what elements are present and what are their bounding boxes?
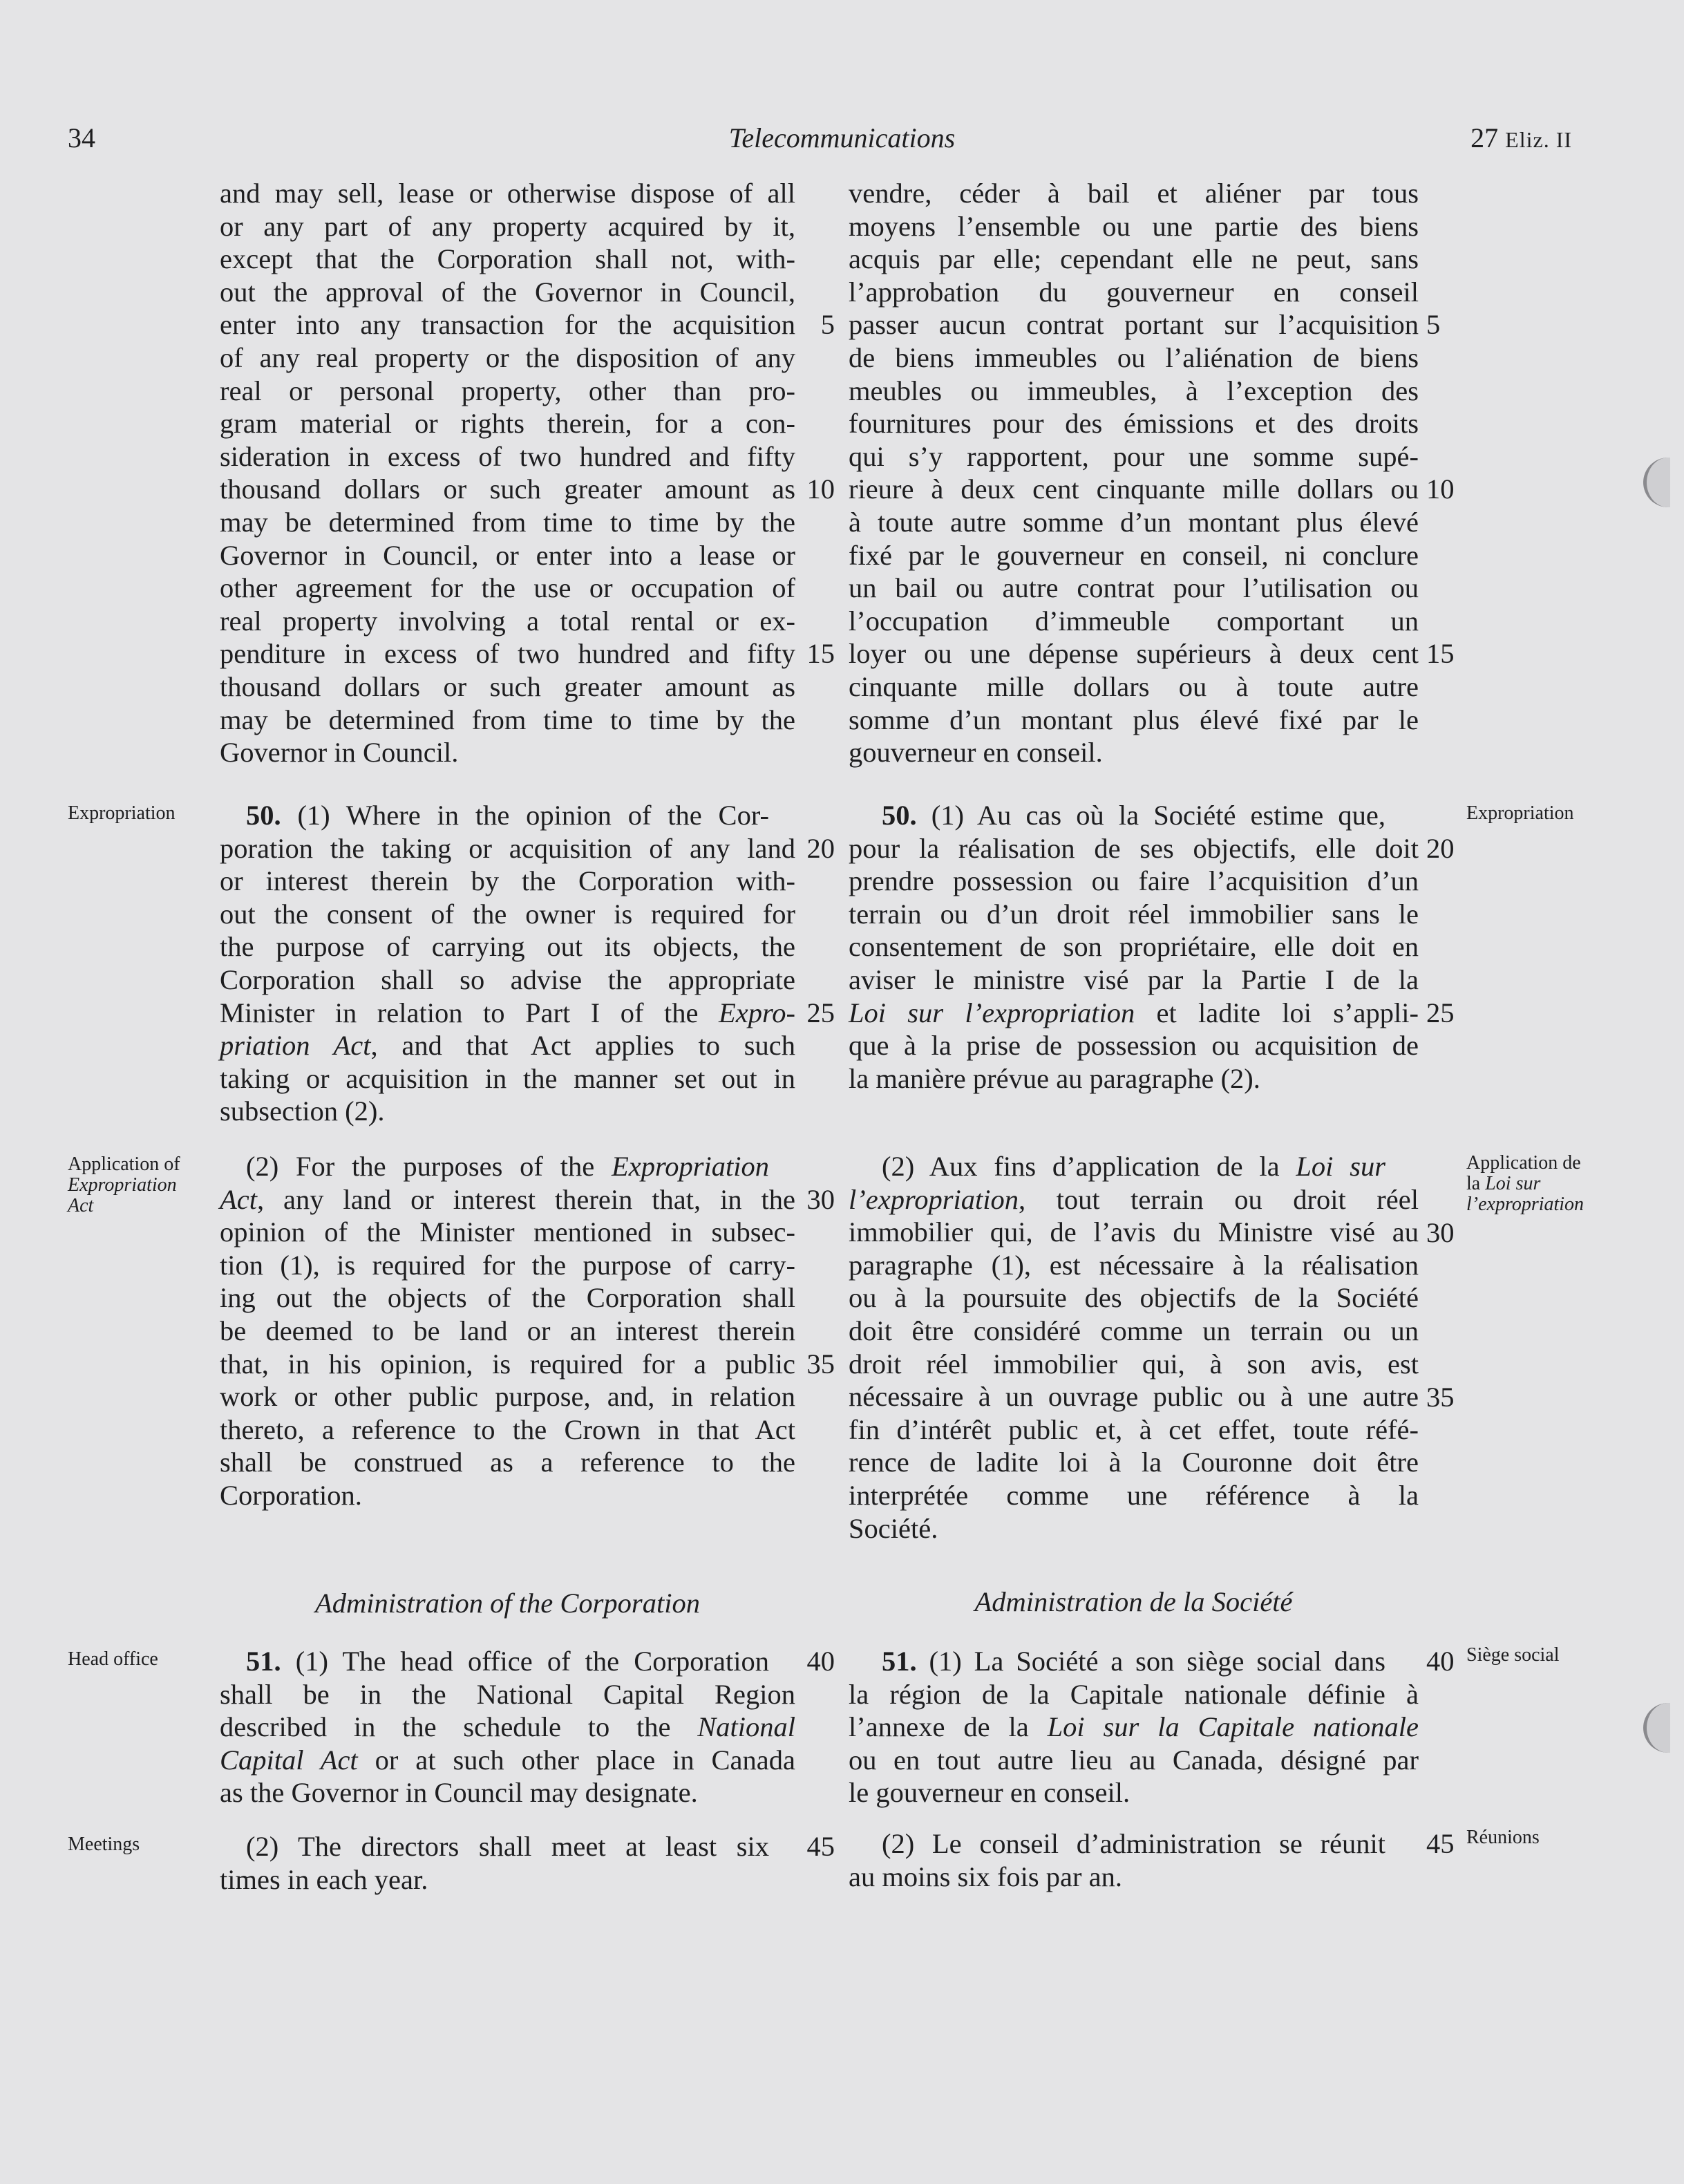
fr-line: ou à la poursuite des objectifs de la Société: [849, 1282, 1419, 1314]
fr-line: somme d’un montant plus élevé fixé par le: [849, 704, 1419, 735]
fr-line: interprétée comme une référence à la: [849, 1479, 1419, 1511]
english-continuation: [220, 177, 795, 769]
fr-line: paragraphe (1), est nécessaire à la réalisation: [849, 1249, 1419, 1281]
en-line: or interest therein by the Corporation with-: [220, 865, 795, 897]
en-line: the purpose of carrying out its objects, the: [220, 931, 795, 963]
en-line: may be determined from time to time by the: [220, 704, 795, 735]
en-line: (2) For the purposes of the Expropriation: [246, 1151, 769, 1182]
line-number: 10: [1426, 473, 1455, 505]
en-line: and may sell, lease or otherwise dispose of all: [220, 178, 795, 209]
margin-note-head-office-fr: Siège social: [1466, 1644, 1560, 1666]
fr-line: de biens immeubles ou l’aliénation de biens: [849, 341, 1419, 373]
en-line: 50. (1) Where in the opinion of the Cor-: [246, 800, 769, 831]
en-line: taking or acquisition in the manner set out in: [220, 1062, 795, 1094]
fr-line: Loi sur l’expropriation et ladite loi s’appli-: [849, 997, 1419, 1028]
fr-line: la manière prévue au paragraphe (2).: [849, 1062, 1260, 1094]
fr-line: immobilier qui, de l’avis du Ministre visé au: [849, 1216, 1419, 1248]
en-line: Corporation shall so advise the appropriate: [220, 963, 795, 995]
en-line: Capital Act or at such other place in Canada: [220, 1744, 795, 1776]
binder-hole-mark: [1643, 1703, 1670, 1753]
fr-line: passer aucun contrat portant sur l’acquisition: [849, 309, 1419, 341]
fr-line: prendre possession ou faire l’acquisition d’un: [849, 865, 1419, 897]
fr-line: (2) Aux fins d’application de la Loi sur: [882, 1151, 1385, 1182]
fr-line: l’occupation d’immeuble comportant un: [849, 605, 1419, 637]
en-line: may be determined from time to time by the: [220, 506, 795, 538]
section-number: 51.: [246, 1646, 281, 1677]
line-number: 20: [806, 833, 835, 864]
french-continuation: [849, 177, 1419, 769]
fr-line: Société.: [849, 1512, 938, 1544]
french-section-51-2: [849, 1827, 1385, 1893]
line-number: 35: [1426, 1382, 1455, 1413]
fr-line: nécessaire à un ouvrage public ou à une autre: [849, 1381, 1419, 1413]
line-number: 45: [806, 1831, 835, 1862]
english-section-51-1: [220, 1645, 795, 1809]
en-line: or any part of any property acquired by it,: [220, 210, 795, 242]
fr-line: vendre, céder à bail et aliéner par tous: [849, 178, 1419, 209]
en-line: priation Act, and that Act applies to such: [220, 1030, 795, 1062]
fr-line: le gouverneur en conseil.: [849, 1777, 1130, 1809]
fr-line: à toute autre somme d’un montant plus élevé: [849, 506, 1419, 538]
line-number: 25: [1426, 997, 1455, 1028]
regnal-year: [1470, 119, 1572, 159]
line-number: 10: [806, 473, 835, 505]
en-line: as the Governor in Council may designate.: [220, 1777, 698, 1809]
fr-line: 50. (1) Au cas où la Société estime que,: [882, 800, 1385, 831]
fr-line: cinquante mille dollars ou à toute autre: [849, 670, 1419, 702]
en-line: work or other public purpose, and, in relation: [220, 1381, 795, 1413]
margin-note-meetings: Meetings: [68, 1834, 140, 1855]
en-line: out the consent of the owner is required for: [220, 898, 795, 930]
en-line: shall be construed as a reference to the: [220, 1447, 795, 1478]
en-line: 51. (1) The head office of the Corporation: [246, 1646, 769, 1677]
fr-line: rence de ladite loi à la Couronne doit être: [849, 1447, 1419, 1478]
binder-hole-mark: [1643, 458, 1670, 507]
en-line: ing out the objects of the Corporation shall: [220, 1282, 795, 1314]
french-heading-block: [849, 1585, 1419, 1619]
line-number: 40: [1426, 1646, 1455, 1677]
en-line: subsection (2).: [220, 1095, 385, 1127]
fr-line: au moins six fois par an.: [849, 1861, 1122, 1892]
fr-line: que à la prise de possession ou acquisition de: [849, 1030, 1419, 1062]
en-line: Corporation.: [220, 1479, 362, 1511]
margin-note-expropriation-fr: Expropriation: [1466, 802, 1574, 824]
margin-note-meetings-fr: Réunions: [1466, 1827, 1540, 1848]
line-number: 30: [806, 1184, 835, 1215]
margin-note-expropriation: Expropriation: [68, 802, 176, 824]
margin-note-application-fr: Application de la Loi sur l’expropriation: [1466, 1152, 1584, 1215]
french-section-50-2: [849, 1150, 1419, 1545]
fr-line: aviser le ministre visé par la Partie I de la: [849, 963, 1419, 995]
fr-line: consentement de son propriétaire, elle doit en: [849, 931, 1419, 963]
running-title: Telecommunications: [728, 122, 956, 153]
line-number: 15: [806, 638, 835, 669]
en-line: Governor in Council, or enter into a lease or: [220, 539, 795, 571]
en-line: out the approval of the Governor in Council,: [220, 276, 795, 308]
margin-note-head-office: Head office: [68, 1648, 158, 1670]
page-number: 34: [68, 122, 95, 153]
en-line: thousand dollars or such greater amount as: [220, 670, 795, 702]
en-line: sideration in excess of two hundred and fifty: [220, 440, 795, 472]
fr-line: acquis par elle; cependant elle ne peut, sans: [849, 243, 1419, 275]
en-line: thousand dollars or such greater amount as: [220, 473, 795, 505]
en-line: that, in his opinion, is required for a public: [220, 1348, 795, 1380]
fr-line: (2) Le conseil d’administration se réunit: [882, 1828, 1385, 1859]
fr-line: la région de la Capitale nationale définie à: [849, 1678, 1419, 1710]
english-section-50-1: [220, 799, 795, 1128]
en-line: times in each year.: [220, 1863, 428, 1895]
en-line: other agreement for the use or occupation of: [220, 572, 795, 604]
en-line: real property involving a total rental or ex-: [220, 605, 795, 637]
fr-line: doit être considéré comme un terrain ou un: [849, 1315, 1419, 1346]
fr-line: droit réel immobilier qui, à son avis, est: [849, 1348, 1419, 1380]
en-line: except that the Corporation shall not, with-: [220, 243, 795, 275]
fr-line: meubles ou immeubles, à l’exception des: [849, 375, 1419, 406]
line-number: 5: [820, 309, 835, 340]
fr-line: moyens l’ensemble ou une partie des biens: [849, 210, 1419, 242]
fr-line: un bail ou autre contrat pour l’utilisation ou: [849, 572, 1419, 604]
fr-line: l’expropriation, tout terrain ou droit réel: [849, 1183, 1419, 1215]
line-number: 5: [1426, 309, 1441, 340]
english-heading: Administration of the Corporation: [315, 1588, 700, 1619]
en-line: poration the taking or acquisition of any land: [220, 832, 795, 864]
en-line: of any real property or the disposition of any: [220, 341, 795, 373]
en-line: shall be in the National Capital Region: [220, 1678, 795, 1710]
margin-note-application: Application of Expropriation Act: [68, 1154, 180, 1216]
line-number: 40: [806, 1646, 835, 1677]
fr-line: gouverneur en conseil.: [849, 737, 1103, 769]
fr-line: l’approbation du gouverneur en conseil: [849, 276, 1419, 308]
en-line: thereto, a reference to the Crown in that Act: [220, 1413, 795, 1445]
regnal-monarch: Eliz. II: [1505, 127, 1572, 152]
en-line: penditure in excess of two hundred and fifty: [220, 638, 795, 670]
regnal-number: 27: [1470, 122, 1506, 153]
fr-line: 51. (1) La Société a son siège social dans: [882, 1646, 1385, 1677]
en-line: Governor in Council.: [220, 737, 459, 769]
line-number: 20: [1426, 833, 1455, 864]
en-line: Act, any land or interest therein that, in the: [220, 1183, 795, 1215]
section-number: 50.: [882, 800, 917, 831]
fr-line: fixé par le gouverneur en conseil, ni conclure: [849, 539, 1419, 571]
fr-line: qui s’y rapportent, pour une somme supé-: [849, 440, 1419, 472]
en-line: be deemed to be land or an interest therein: [220, 1315, 795, 1346]
fr-line: loyer ou une dépense supérieurs à deux cent: [849, 638, 1419, 670]
line-number: 15: [1426, 638, 1455, 669]
fr-line: fin d’intérêt public et, à cet effet, toute réfé-: [849, 1413, 1419, 1445]
en-line: enter into any transaction for the acquisition: [220, 309, 795, 341]
line-number: 30: [1426, 1217, 1455, 1248]
line-number: 35: [806, 1348, 835, 1380]
en-line: opinion of the Minister mentioned in subsec-: [220, 1216, 795, 1248]
english-section-50-2: [220, 1150, 795, 1512]
fr-line: l’annexe de la Loi sur la Capitale nationale: [849, 1711, 1419, 1743]
french-section-50-1: [849, 799, 1419, 1095]
section-number: 51.: [882, 1646, 917, 1677]
english-heading-block: [220, 1587, 795, 1620]
fr-line: ou en tout autre lieu au Canada, désigné par: [849, 1744, 1419, 1776]
line-number: 45: [1426, 1828, 1455, 1859]
en-line: Minister in relation to Part I of the Expro-: [220, 997, 795, 1028]
fr-line: fournitures pour des émissions et des droits: [849, 408, 1419, 440]
fr-line: rieure à deux cent cinquante mille dollars ou: [849, 473, 1419, 505]
en-line: described in the schedule to the National: [220, 1711, 795, 1743]
fr-line: terrain ou d’un droit réel immobilier sans le: [849, 898, 1419, 930]
french-section-51-1: [849, 1645, 1419, 1809]
fr-line: pour la réalisation de ses objectifs, elle doit: [849, 832, 1419, 864]
en-line: gram material or rights therein, for a con-: [220, 408, 795, 440]
en-line: (2) The directors shall meet at least six: [246, 1831, 769, 1862]
english-section-51-2: [220, 1830, 769, 1896]
french-heading: Administration de la Société: [974, 1586, 1293, 1617]
en-line: real or personal property, other than pro-: [220, 375, 795, 406]
section-number: 50.: [246, 800, 281, 831]
line-number: 25: [806, 997, 835, 1028]
en-line: tion (1), is required for the purpose of carry-: [220, 1249, 795, 1281]
